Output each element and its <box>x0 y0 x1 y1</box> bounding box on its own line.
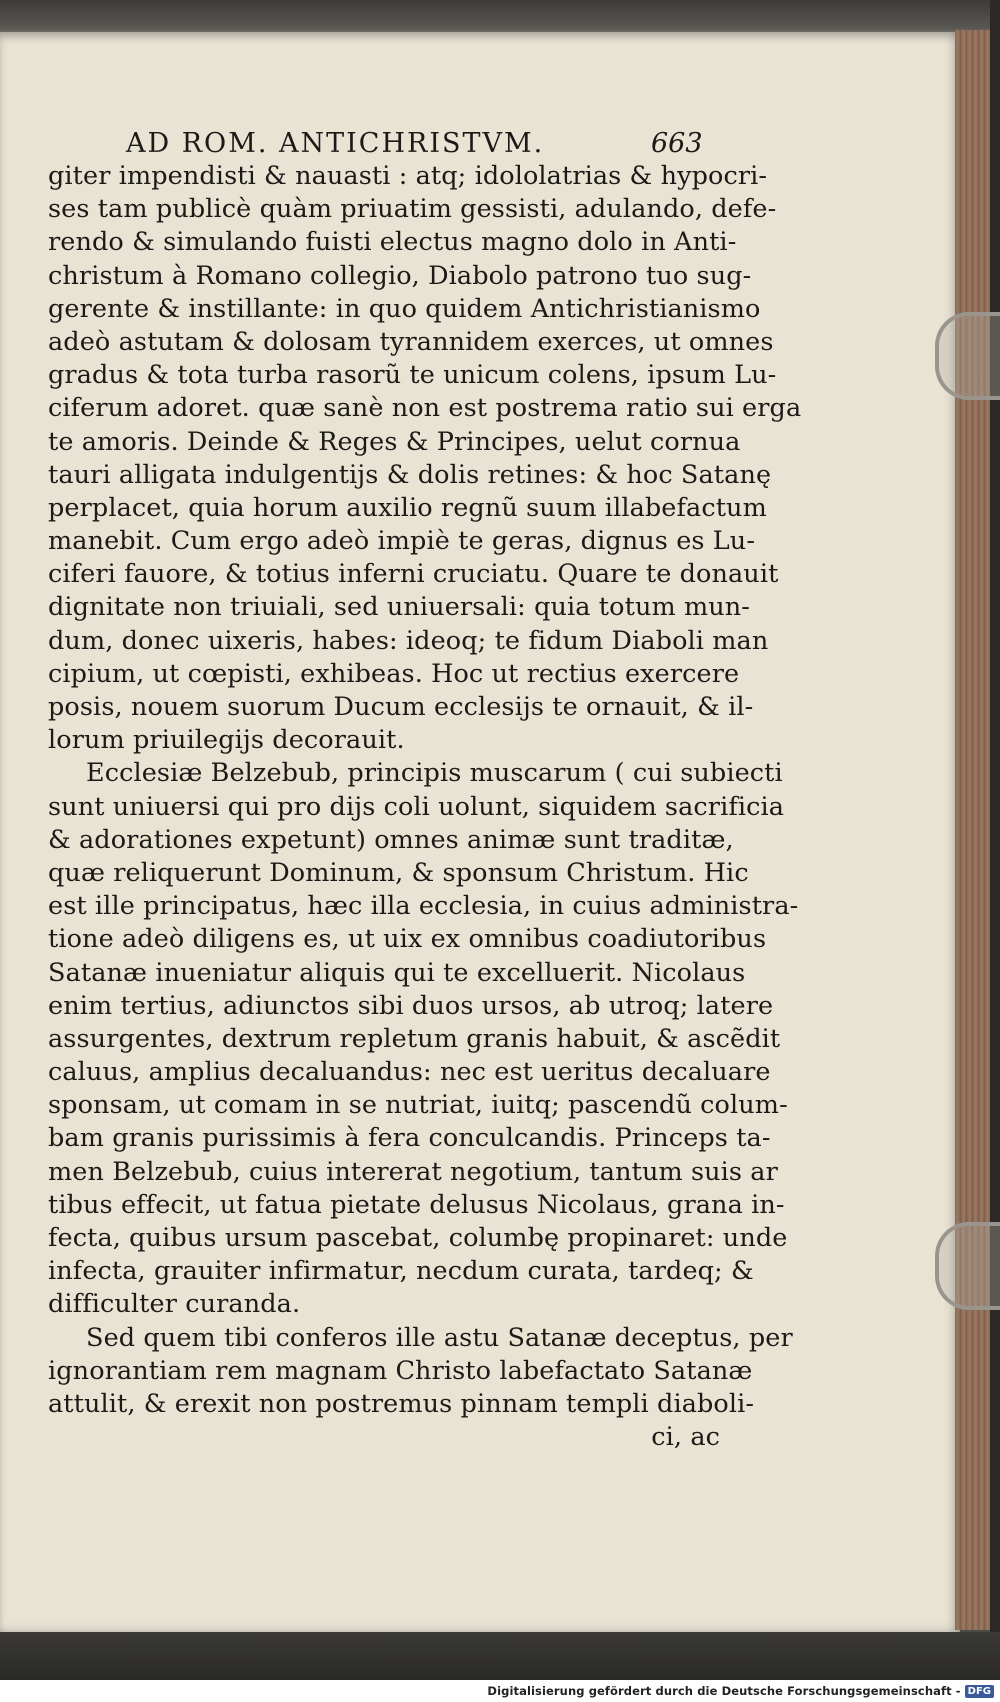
text-line: ciferum adoret. quæ sanè non est postrema ratio sui erga <box>48 393 802 424</box>
text-line: te amoris. Deinde & Reges & Principes, uelut cornua <box>48 426 741 457</box>
text-line: & adorationes expetunt) omnes animæ sunt traditæ, <box>48 824 734 855</box>
text-line: lorum priuilegijs decorauit. <box>48 725 405 756</box>
text-line: infecta, grauiter infirmatur, necdum curata, tardeq; & <box>48 1256 754 1287</box>
text-line: ciferi fauore, & totius inferni cruciatu. Quare te donauit <box>48 559 779 590</box>
text-block <box>48 128 802 1454</box>
text-line: ignorantiam rem magnam Christo labefactato Satanæ <box>48 1355 753 1386</box>
text-line: attulit, & erexit non postremus pinnam templi diaboli- <box>48 1388 755 1419</box>
running-head <box>48 128 728 160</box>
text-line: est ille principatus, hæc illa ecclesia, in cuius administra- <box>48 891 799 922</box>
text-line: tione adeò diligens es, ut uix ex omnibus coadiutoribus <box>48 924 767 955</box>
text-line: men Belzebub, cuius intererat negotium, tantum suis ar <box>48 1156 778 1187</box>
text-line: dum, donec uixeris, habes: ideoq; te fidum Diaboli man <box>48 625 769 656</box>
body-text <box>48 160 802 1421</box>
text-line: quæ reliquerunt Dominum, & sponsum Christum. Hic <box>48 857 749 888</box>
text-line: rendo & simulando fuisti electus magno dolo in Anti- <box>48 227 737 258</box>
scan-bottom-edge <box>0 1632 1000 1680</box>
footer-bar <box>0 1680 1000 1702</box>
text-line: assurgentes, dextrum repletum granis habuit, & ascẽdit <box>48 1023 781 1054</box>
text-line: tibus effecit, ut fatua pietate delusus Nicolaus, grana in- <box>48 1189 785 1220</box>
text-line: gerente & instillante: in quo quidem Antichristianismo <box>48 293 761 324</box>
text-line: cipium, ut cœpisti, exhibeas. Hoc ut rectius exercere <box>48 658 740 689</box>
text-line: tauri alligata indulgentijs & dolis retines: & hoc Satanę <box>48 459 772 490</box>
running-head-title: AD ROM. ANTICHRISTVM. <box>126 128 545 159</box>
text-line: ses tam publicè quàm priuatim gessisti, adulando, defe- <box>48 194 777 225</box>
text-line: Satanæ inueniatur aliquis qui te excelluerit. Nicolaus <box>48 957 746 988</box>
text-line: posis, nouem suorum Ducum ecclesijs te ornauit, & il- <box>48 692 754 722</box>
text-line: dignitate non triuiali, sed uniuersali: quia totum mun- <box>48 592 750 623</box>
text-line: christum à Romano collegio, Diabolo patrono tuo sug- <box>48 260 752 291</box>
page-number: 663 <box>651 128 703 159</box>
text-line: perplacet, quia horum auxilio regnũ suum illabefactum <box>48 492 767 523</box>
text-line: sunt uniuersi qui pro dijs coli uolunt, siquidem sacrificia <box>48 791 785 822</box>
text-line: Ecclesiæ Belzebub, principis muscarum ( cui subiecti <box>86 758 783 789</box>
dfg-logo: DFG <box>965 1685 994 1698</box>
clasp-loop-upper <box>935 312 1000 400</box>
text-line: difficulter curanda. <box>48 1289 301 1320</box>
text-line: fecta, quibus ursum pascebat, columbę propinaret: unde <box>48 1223 788 1253</box>
text-line: caluus, amplius decaluandus: nec est ueritus decaluare <box>48 1057 771 1088</box>
text-line: gradus & tota turba rasorũ te unicum colens, ipsum Lu- <box>48 360 777 391</box>
text-line: enim tertius, adiunctos sibi duos ursos, ab utroq; latere <box>48 990 774 1021</box>
text-line: giter impendisti & nauasti : atq; idololatrias & hypocri- <box>48 161 768 191</box>
catchword: ci, ac <box>651 1422 720 1453</box>
scan-right-edge <box>990 0 1000 1702</box>
text-line: bam granis purissimis à fera conculcandis. Princeps ta- <box>48 1123 771 1154</box>
text-line: sponsam, ut comam in se nutriat, iuitq; pascendũ colum- <box>48 1090 788 1121</box>
text-line: adeò astutam & dolosam tyrannidem exerces, ut omnes <box>48 326 774 357</box>
clasp-loop-lower <box>935 1222 1000 1310</box>
text-line: manebit. Cum ergo adeò impiè te geras, dignus es Lu- <box>48 526 756 557</box>
text-line: Sed quem tibi conferos ille astu Satanæ deceptus, per <box>86 1322 793 1353</box>
footer-credit: Digitalisierung gefördert durch die Deutsche Forschungsgemeinschaft - <box>487 1684 961 1698</box>
